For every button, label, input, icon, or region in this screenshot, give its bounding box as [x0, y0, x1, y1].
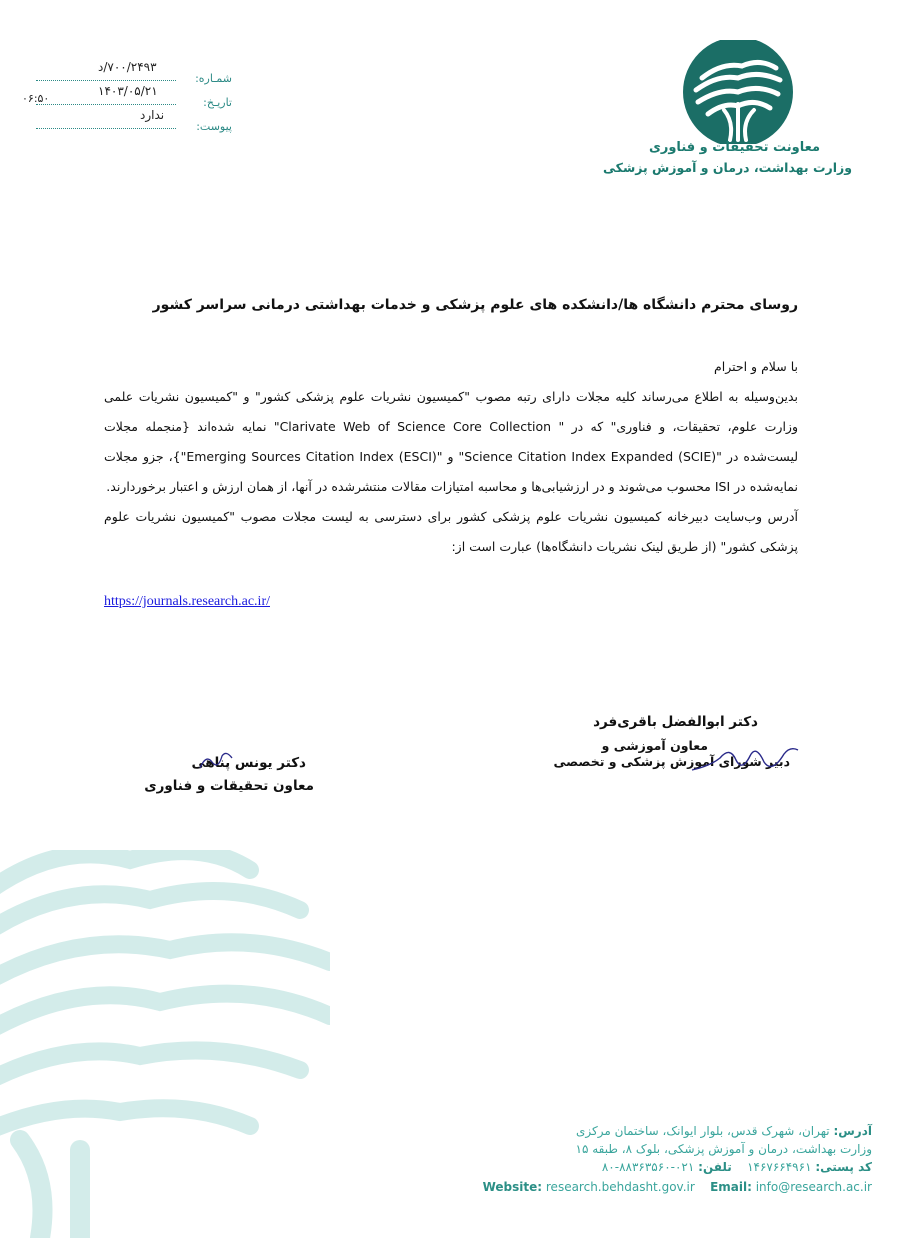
signature-stroke-icon — [690, 736, 800, 776]
signer-2-title: معاون تحقیقات و فناوری — [144, 778, 314, 794]
letter-date-row — [22, 84, 232, 112]
organization-logo-icon — [672, 40, 802, 144]
footer-address-line-1 — [352, 1124, 872, 1138]
letter-attachment-label: پیوست: — [196, 120, 232, 133]
letter-addressee: روسای محترم دانشگاه ها/دانشکده های علوم پزشکی و خدمات بهداشتی درمانی سراسر کشور — [152, 297, 798, 313]
letter-paragraph-2: آدرس وب‌سایت دبیرخانه کمیسیون نشریات علوم پزشکی کشور برای دسترسی به لیست مجلات مصوب "کمیسیون نشریات علوم پزشکی کشور" (از طریق لینک نشریات دانشگاه‌ها) عبارت است از: — [104, 509, 798, 554]
letter-time-value: ۰۶:۵۰ — [22, 92, 50, 105]
dotted-line — [36, 128, 176, 129]
letter-date-label: تاریـخ: — [203, 96, 232, 109]
dotted-line — [36, 80, 176, 81]
footer-address-text-1: تهران، شهرک قدس، بلوار ایوانک، ساختمان مرکزی — [575, 1124, 830, 1138]
signer-1-name: دکتر ابوالفضل باقری‌فرد — [593, 714, 758, 730]
signer-1-title-line-1: معاون آموزشی و — [601, 738, 708, 753]
footer-address-text-2: وزارت بهداشت، درمان و آموزش پزشکی، بلوک ۸، طبقه ۱۵ — [575, 1142, 872, 1156]
letter-attachment-value: ندارد — [140, 108, 165, 122]
footer-email-label: Email: — [710, 1180, 752, 1194]
footer-address-label: آدرس: — [833, 1124, 872, 1138]
letter-paragraph-1: بدین‌وسیله به اطلاع می‌رساند کلیه مجلات دارای رتبه مصوب "کمیسیون نشریات علوم پزشکی کشور" و "کمیسیون نشریات علمی وزارت علوم، تحقیقات، و فناوری" که در " Clarivate Web of Science Core Collection" نمایه شده‌اند {منجمله مجلات لیست‌شده در "Science Citation Index Expanded (SCIE)" و "Emerging Sources Citation Index (ESCI)"}، جزو مجلات نمایه‌شده در ISI محسوب می‌شوند و در ارزشیابی‌ها و محاسبه امتیازات مقالات منتشرشده در آنها، از همان ارزش و اعتبار برخوردارند. — [104, 389, 799, 494]
letter-number-value: ۷۰۰/۲۴۹۳/د — [98, 60, 157, 74]
letter-greeting: با سلام و احترام — [714, 359, 798, 374]
footer-web-email — [352, 1180, 872, 1194]
ministry-name: وزارت بهداشت، درمان و آموزش پزشکی — [603, 160, 852, 175]
footer-postal-label: کد پستی: — [815, 1160, 872, 1174]
footer-email-value[interactable]: info@research.ac.ir — [755, 1180, 872, 1194]
footer-postal-phone — [352, 1160, 872, 1174]
footer-website-value[interactable]: research.behdasht.gov.ir — [545, 1180, 695, 1194]
letter-attachment-row — [36, 108, 232, 136]
footer-phone-label: تلفن: — [698, 1160, 732, 1174]
footer-website-label: Website: — [482, 1180, 543, 1194]
journals-link[interactable]: https://journals.research.ac.ir/ — [104, 594, 270, 609]
watermark-logo-icon — [0, 850, 330, 1238]
footer-phone-value: ۰۲۱-۸۸۳۶۳۵۶۰-۸۰ — [601, 1160, 695, 1174]
dotted-line — [36, 104, 176, 105]
deputy-name: معاونت تحقیقات و فناوری — [648, 140, 820, 155]
signer-2-name: دکتر یونس پناهی — [191, 755, 306, 771]
letter-body — [104, 352, 798, 562]
letter-date-value: ۱۴۰۳/۰۵/۲۱ — [98, 84, 158, 98]
footer-postal-value: ۱۴۶۷۶۶۴۹۶۱ — [747, 1160, 812, 1174]
signer-1-title-line-2: دبیر شورای آموزش پزشکی و تخصصی — [553, 754, 790, 769]
letter-number-label: شمـاره: — [195, 72, 232, 85]
signature-stroke-icon — [196, 748, 236, 772]
footer-address-line-2 — [352, 1142, 872, 1156]
